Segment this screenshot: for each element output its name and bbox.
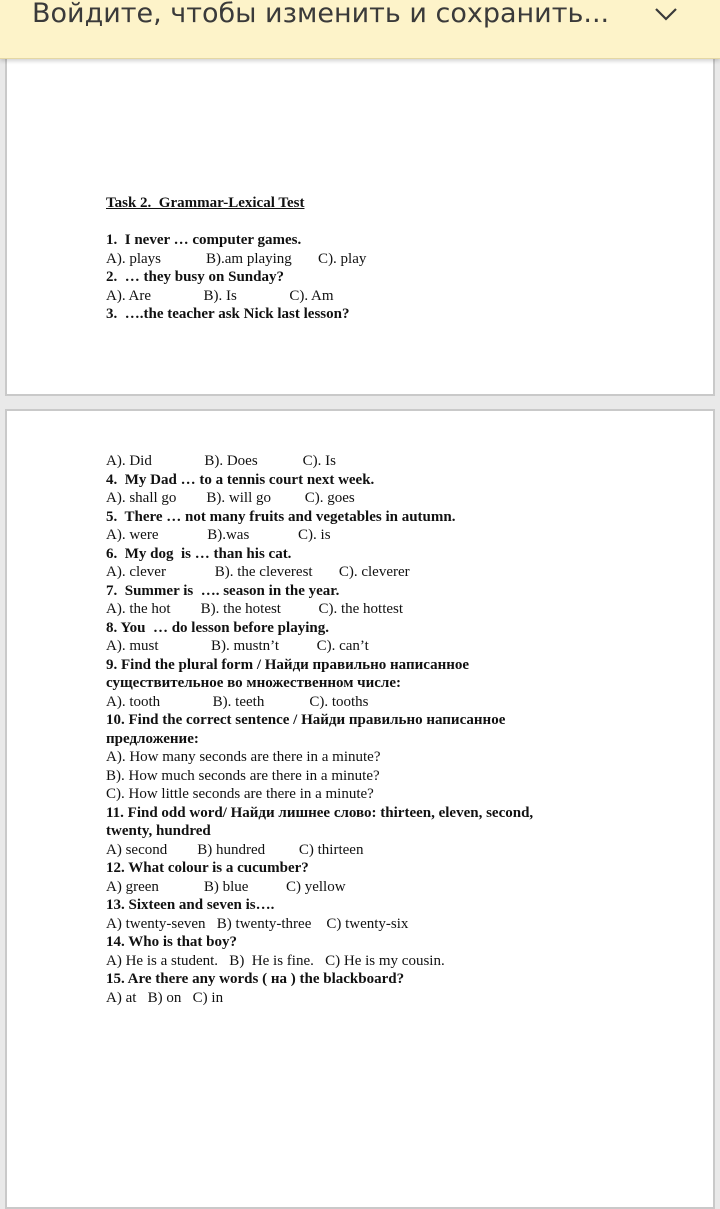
answer-options: C). How little seconds are there in a minute? [106, 786, 374, 802]
answer-options: B). How much seconds are there in a minute? [106, 767, 380, 784]
chevron-down-icon[interactable] [653, 4, 679, 24]
question-line: 15. Are there any words ( на ) the blackboard? [106, 971, 405, 987]
answer-options: A). clever B). the cleverest C). cleverer [106, 564, 410, 580]
question-line: 8. You … do lesson before playing. [106, 619, 329, 636]
answer-options: A). were B).was C). is [106, 527, 331, 543]
question-line: 3. ….the teacher ask Nick last lesson? [106, 306, 350, 322]
answer-options: A). plays B).am playing C). play [106, 250, 367, 267]
question-line: 5. There … not many fruits and vegetables in autumn. [106, 508, 456, 525]
question-line: 13. Sixteen and seven is…. [106, 897, 275, 913]
question-line: 10. Find the correct sentence / Найди правильно написанное [106, 712, 506, 728]
answer-options: A). must B). mustn’t C). can’t [106, 638, 369, 654]
answer-options: A). How many seconds are there in a minute? [106, 749, 381, 765]
document-page-1 [5, 40, 715, 396]
question-line: twenty, hundred [106, 823, 211, 839]
answer-options: A) He is a student. B) He is fine. C) He is my cousin. [106, 952, 445, 969]
answer-options: A). Are B). Is C). Am [106, 287, 334, 304]
question-line: 9. Find the plural form / Найди правильно написанное [106, 656, 470, 673]
answer-options: A) second B) hundred C) thirteen [106, 841, 364, 858]
task-heading: Task 2. Grammar-Lexical Test [106, 195, 305, 211]
question-line: 7. Summer is …. season in the year. [106, 582, 340, 599]
question-line: 1. I never … computer games. [106, 232, 302, 248]
question-line: 6. My dog is … than his cat. [106, 545, 292, 562]
answer-options: A) twenty-seven B) twenty-three C) twenty-six [106, 915, 409, 932]
question-line: 12. What colour is a cucumber? [106, 860, 309, 876]
sign-in-banner[interactable] [0, 0, 720, 59]
question-line: 11. Find odd word/ Найди лишнее слово: thirteen, eleven, second, [106, 804, 534, 821]
answer-options: A) at B) on C) in [106, 989, 224, 1006]
question-line: 2. … they busy on Sunday? [106, 269, 284, 285]
sign-in-prompt[interactable]: Войдите, чтобы изменить и сохранить... [32, 0, 610, 29]
question-line: 14. Who is that boy? [106, 934, 238, 950]
question-line: предложение: [106, 730, 199, 747]
question-line: существительное во множественном числе: [106, 675, 401, 691]
answer-options: A). the hot B). the hotest C). the hottest [106, 601, 404, 617]
answer-options: A) green B) blue C) yellow [106, 878, 346, 895]
question-line: 4. My Dad … to a tennis court next week. [106, 471, 375, 488]
answer-options: A). tooth B). teeth C). tooths [106, 693, 369, 710]
answer-options: A). shall go B). will go C). goes [106, 490, 355, 506]
answer-options: A). Did B). Does C). Is [106, 453, 336, 469]
